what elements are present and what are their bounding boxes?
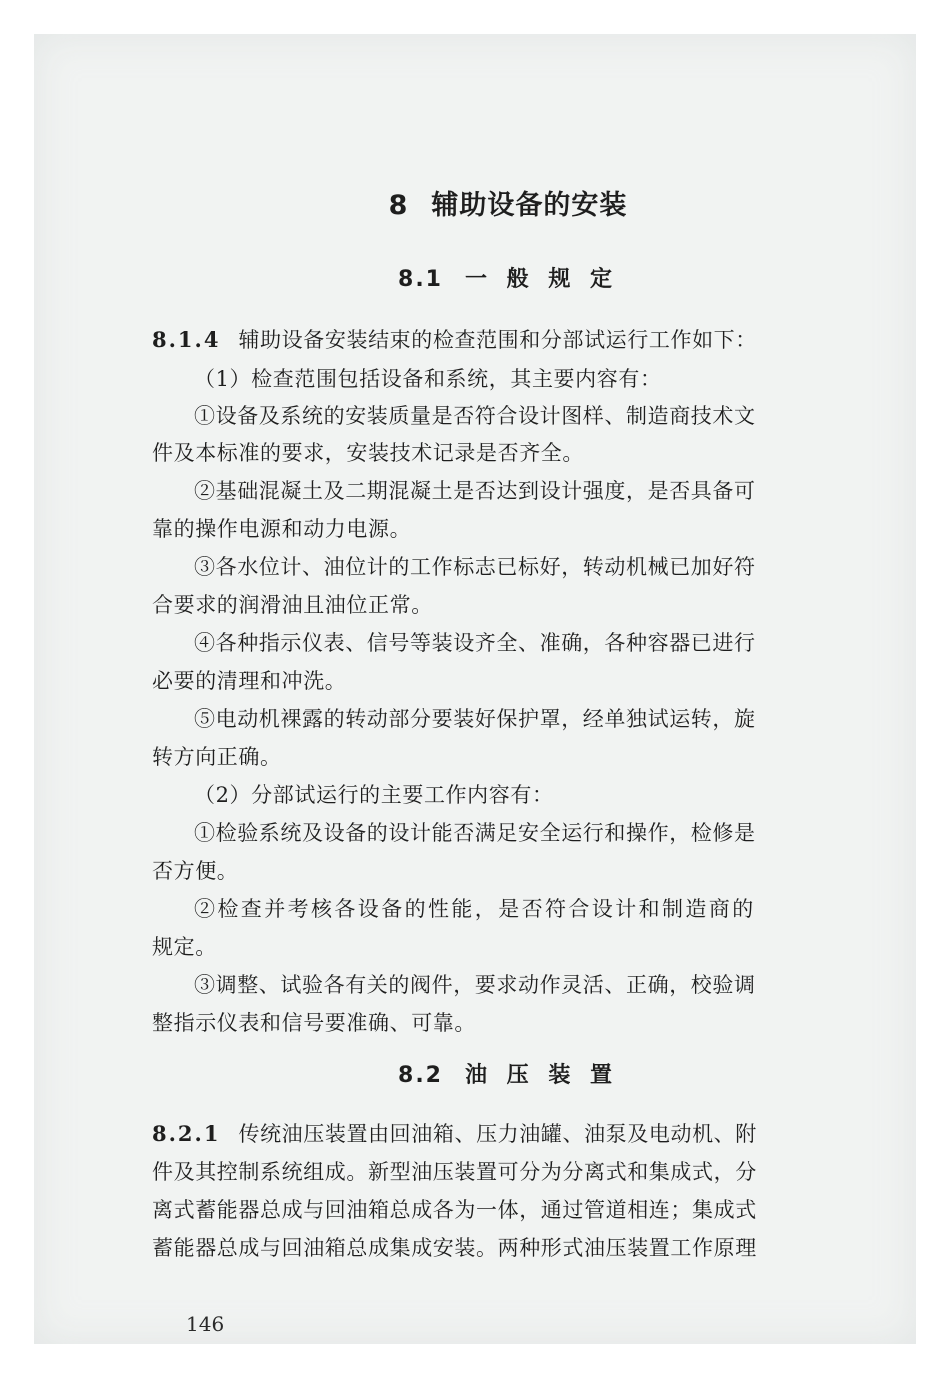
section-title xyxy=(152,1060,864,1092)
text-line: 离式蓄能器总成与回油箱总成各为一体，通过管道相连；集成式 xyxy=(152,1198,757,1222)
text-line: （2）分部试运行的主要工作内容有： xyxy=(194,783,554,807)
text-line: 蓄能器总成与回油箱总成集成安装。两种形式油压装置工作原理 xyxy=(152,1236,757,1260)
section-title-text: 油 压 装 置 xyxy=(465,1063,618,1088)
section-number: 8.2 xyxy=(398,1063,443,1088)
text-line: 件及其控制系统组成。新型油压装置可分为分离式和集成式，分 xyxy=(152,1160,757,1184)
chapter-title-text: 辅助设备的安装 xyxy=(431,190,628,221)
text-line: ②检查并考核各设备的性能，是否符合设计和制造商的 xyxy=(194,897,756,921)
chapter-number: 8 xyxy=(388,190,410,221)
text-line: ②基础混凝土及二期混凝土是否达到设计强度，是否具备可 xyxy=(194,479,756,503)
section-title-text: 一 般 规 定 xyxy=(465,267,618,292)
clause-text: 辅助设备安装结束的检查范围和分部试运行工作如下： xyxy=(238,328,757,352)
text-line: 靠的操作电源和动力电源。 xyxy=(152,517,412,541)
text-line: ①检验系统及设备的设计能否满足安全运行和操作，检修是 xyxy=(194,821,756,845)
text-line: ③调整、试验各有关的阀件，要求动作灵活、正确，校验调 xyxy=(194,973,756,997)
text-line: 合要求的润滑油且油位正常。 xyxy=(152,593,433,617)
clause-text: 传统油压装置由回油箱、压力油罐、油泵及电动机、附 xyxy=(238,1122,757,1146)
text-line: 规定。 xyxy=(152,935,217,959)
chapter-title xyxy=(152,186,864,226)
text-line: ①设备及系统的安装质量是否符合设计图样、制造商技术文 xyxy=(194,404,756,428)
text-line: （1）检查范围包括设备和系统，其主要内容有： xyxy=(194,367,662,391)
clause-8-2-1 xyxy=(152,1119,757,1149)
section-title xyxy=(152,264,864,296)
clause-8-1-4 xyxy=(152,325,757,355)
text-line: 必要的清理和冲洗。 xyxy=(152,669,347,693)
text-line: 否方便。 xyxy=(152,859,239,883)
text-line: 整指示仪表和信号要准确、可靠。 xyxy=(152,1011,476,1035)
section-number: 8.1 xyxy=(398,267,443,292)
text-line: ⑤电动机裸露的转动部分要装好保护罩，经单独试运转，旋 xyxy=(194,707,756,731)
clause-number: 8.2.1 xyxy=(152,1121,221,1146)
text-line: ④各种指示仪表、信号等装设齐全、准确，各种容器已进行 xyxy=(194,631,756,655)
text-line: ③各水位计、油位计的工作标志已标好，转动机械已加好符 xyxy=(194,555,756,579)
clause-number: 8.1.4 xyxy=(152,327,221,352)
page-number: 146 xyxy=(186,1312,225,1336)
text-line: 转方向正确。 xyxy=(152,745,282,769)
text-line: 件及本标准的要求，安装技术记录是否齐全。 xyxy=(152,441,584,465)
document-page xyxy=(34,34,916,1344)
